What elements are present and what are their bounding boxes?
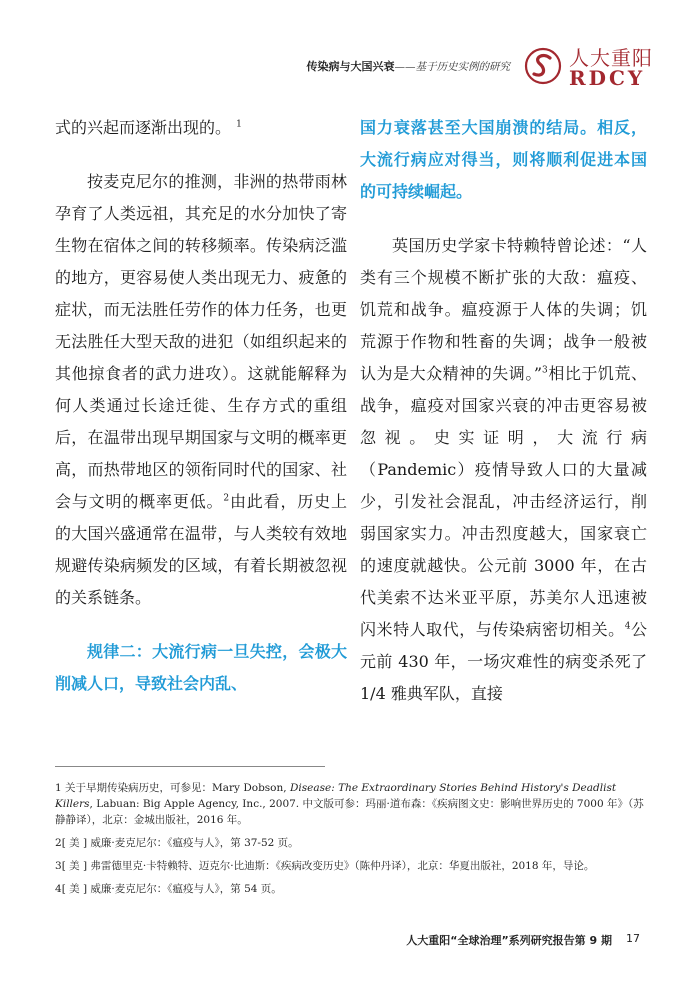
running-title <box>307 58 511 74</box>
footnote-ref-4: 4 <box>624 621 631 632</box>
paragraph-cartwright: 英国历史学家卡特赖特曾论述：“人类有三个规模不断扩张的大敌：瘟疫、饥荒和战争。瘟疫源于人体的失调；饥荒源于作物和牲畜的失调；战争一般被认为是大众精神的失调。”$^3$相比于饥荒、战争，瘟疫对国家兴衰的冲击更容易被忽视。史实证明，大流行病（Pandemic）疫情导致人口的大量减少，引发社会混乱，冲击经济运行，削弱国家实力。冲击烈度越大，国家衰亡的速度就越快。公元前 3000 年，在古代美索不达米亚平原，苏美尔人迅速被闪米特人取代，与传染病密切相关。$^4$公元前 430 年，一场灾难性的病变杀死了 1/4 雅典军队，直接 <box>360 236 647 703</box>
footnote-1: 1 关于早期传染病历史，可参见：Mary Dobson, Disease: The Extraordinary Stories Behind History's Deadlist Killers, Labuan: Big Apple Agency, Inc., 2007. 中文版可参：玛丽·道布森：《疾病图文史：影响世界历史的 7000 年》（苏静静译），北京：金城出版社，2016 年。 <box>55 782 644 826</box>
section-heading-continuation: 国力衰落甚至大国崩溃的结局。相反，大流行病应对得当，则将顺利促进本国的可持续崛起。 <box>360 118 647 201</box>
running-title-subtitle: ——基于历史实例的研究 <box>394 61 510 73</box>
page-header <box>0 0 700 100</box>
footnote-ref-2: 2 <box>223 493 230 504</box>
left-column <box>55 112 347 700</box>
paragraph-continuation: 式的兴起而逐渐出现的。 $^1$ <box>55 118 242 137</box>
footnote-ref-3: 3 <box>542 365 548 376</box>
right-column <box>360 112 647 710</box>
running-title-main: 传染病与大国兴衰 <box>306 60 395 73</box>
page-number: 17 <box>626 932 640 945</box>
report-series-footer: 人大重阳“全球治理”系列研究报告第 9 期 <box>406 934 612 947</box>
footnote-divider <box>55 766 325 767</box>
footnote-4: 4[ 美 ] 威廉·麦克尼尔：《瘟疫与人》，第 54 页。 <box>55 883 282 895</box>
footnote-ref-1: 1 <box>236 119 242 130</box>
paragraph-mcneill: 按麦克尼尔的推测，非洲的热带雨林孕育了人类远祖，其充足的水分加快了寄生物在宿体之间的转移频率。传染病泛滥的地方，更容易使人类出现无力、疲惫的症状，而无法胜任劳作的体力任务，也更无法胜任大型天敌的进犯（如组织起来的其他掠食者的武力进攻）。这就能解释为何人类通过长途迁徙、生存方式的重组后，在温带出现早期国家与文明的概率更高，而热带地区的领衔同时代的国家、社会与文明的概率更低。$^2$由此看，历史上的大国兴盛通常在温带，与人类较有效地规避传染病频发的区域，有着长期被忽视的关系链条。 <box>55 172 347 607</box>
footnote-3: 3[ 美 ] 弗雷德里克·卡特赖特、迈克尔·比迪斯：《疾病改变历史》（陈仲丹译），北京：华夏出版社，2018 年，导论。 <box>55 860 595 872</box>
rdcy-emblem-icon <box>523 46 563 86</box>
rdcy-logo <box>523 40 663 88</box>
logo-english-text: RDCY <box>569 66 646 90</box>
footnotes <box>55 780 645 904</box>
footnote-2: 2[ 美 ] 威廉·麦克尼尔：《瘟疫与人》，第 37-52 页。 <box>55 837 299 849</box>
section-heading-rule-two: 规律二：大流行病一旦失控，会极大削减人口，导致社会内乱、 <box>55 642 347 693</box>
logo-chinese-text: 人大重阳 <box>569 46 653 70</box>
